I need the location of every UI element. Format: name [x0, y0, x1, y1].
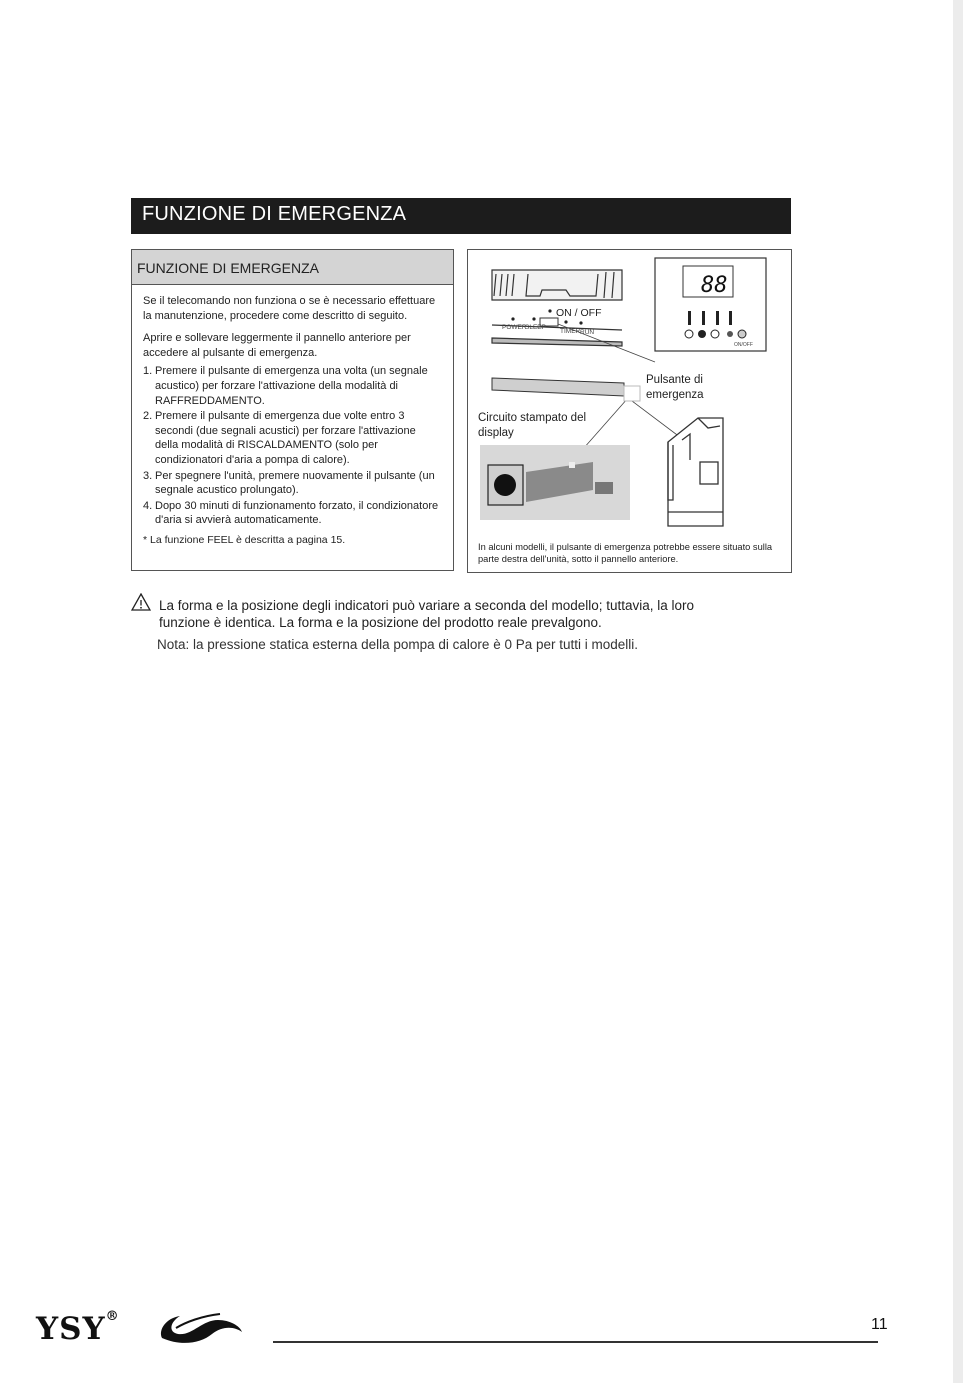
brand-wave-icon	[156, 1308, 246, 1348]
on-off-text: ON / OFF	[556, 307, 602, 319]
step-item: 3. Per spegnere l'unità, premere nuovamente il pulsante (un segnale acustico prolungato).	[143, 469, 435, 497]
step-item: 1. Premere il pulsante di emergenza una volta (un segnale acustico) per forzare l'attivazione della modalità di RAFFREDDAMENTO.	[143, 365, 428, 407]
step-item: 2. Premere il pulsante di emergenza due volte entro 3 secondi (due segnali acustici) per forzare l'attivazione della modalità di RISCALDAMENTO (solo per condizionatori d'aria a pompa di calore).	[143, 410, 416, 466]
pcb-photo	[480, 445, 630, 520]
sleep-label: SLEEP	[525, 324, 546, 331]
page-footer	[36, 1305, 896, 1355]
page-number: 11	[871, 1316, 888, 1333]
scrollbar[interactable]	[953, 0, 963, 1383]
timer-label: TIMER	[560, 328, 581, 335]
instructions-text: Aprire e sollevare leggermente il pannello anteriore per accedere al pulsante di emergenza.	[143, 332, 411, 359]
display-digits: 88	[701, 273, 728, 298]
illustration-panel	[467, 249, 792, 573]
intro-text: Se il telecomando non funziona o se è necessario effettuare la manutenzione, procedere come descritto di seguito.	[143, 295, 436, 322]
emergency-button-strip	[492, 378, 640, 401]
warning-triangle-icon	[131, 593, 151, 611]
label-display-pcb: Circuito stampato del display	[478, 412, 587, 439]
section-header	[131, 198, 791, 234]
panel-body	[132, 285, 453, 548]
section-title: FUNZIONE DI EMERGENZA	[142, 203, 407, 225]
instructions-panel	[131, 249, 454, 571]
run-label: RUN	[580, 329, 595, 336]
display-on-off-text: ON/OFF	[734, 342, 753, 348]
warning-text: La forma e la posizione degli indicatori può variare a seconda del modello; tuttavia, la loro funzione è identica. La forma e la posizione del prodotto reale prevalgono.	[159, 598, 695, 630]
steps-list	[143, 364, 441, 528]
note-text: Nota: la pressione statica esterna della pompa di calore è 0 Pa per tutti i modelli.	[157, 637, 639, 652]
figure-caption: In alcuni modelli, il pulsante di emergenza potrebbe essere situato sulla parte destra dell'unità, sotto il pannello anteriore.	[478, 542, 773, 564]
display-inset	[655, 258, 766, 351]
panel-title: FUNZIONE DI EMERGENZA	[132, 250, 453, 285]
power-label: POWER	[502, 324, 527, 331]
brand-logo: YSY®	[36, 1309, 120, 1347]
label-emergency-button: Pulsante di emergenza	[646, 374, 704, 401]
step-item: 4. Dopo 30 minuti di funzionamento forzato, il condizionatore d'aria si avvierà automaticamente.	[143, 499, 439, 527]
footnote: * La funzione FEEL è descritta a pagina 15.	[143, 533, 346, 546]
footer-rule	[273, 1341, 878, 1343]
